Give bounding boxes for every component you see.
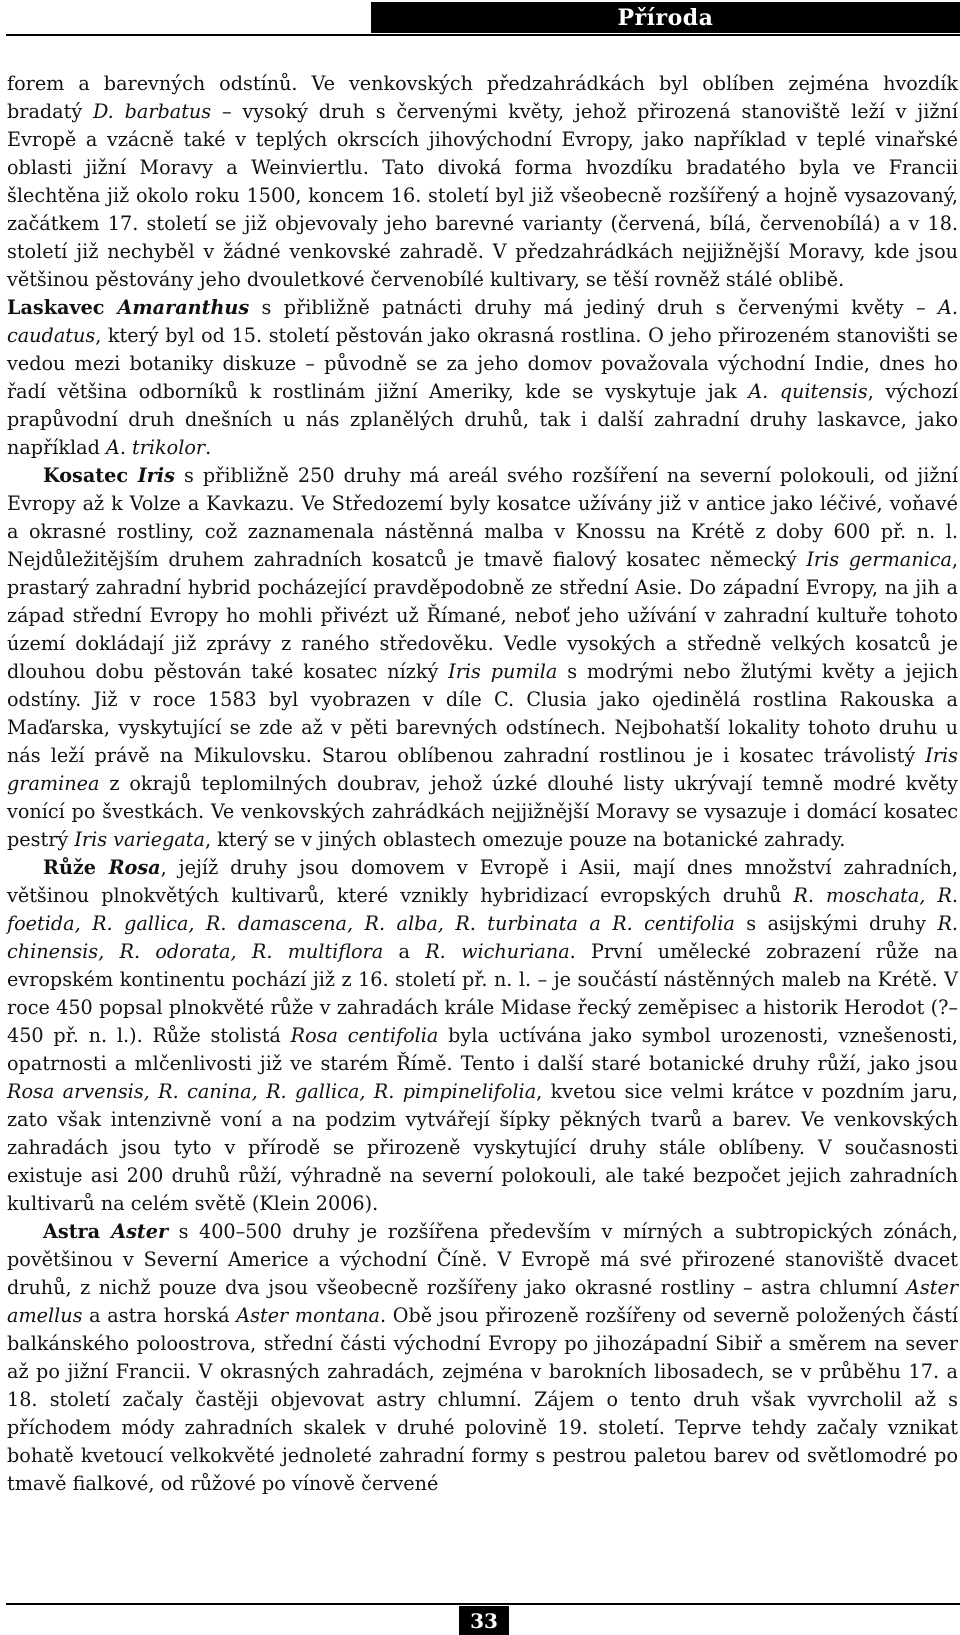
text-segment: s asijskými druhy xyxy=(734,912,938,935)
text-segment: s přibližně patnácti druhy má jediný druh s červenými květy – xyxy=(249,296,939,319)
footer-rule xyxy=(6,1603,960,1605)
text-segment: Aster montana xyxy=(236,1304,380,1327)
header-rule xyxy=(6,34,960,36)
text-segment: R. chinensis, R. odorata, R. multiflora xyxy=(7,912,958,963)
text-segment: . Obě jsou přirozeně rozšířeny od severně položených částí balkánského poloostrova, střední části východní Evropy po jihozápadní Sibiř a směrem na sever až po jižní Francii. V okrasných zahradách, zejména v barokních libosadech, se v průběhu 17. a 18. století začaly častěji objevovat astry chlumní. Zájem o tento druh však vyvrcholil až s příchodem módy zahradních skalek v druhé polovině 19. století. Teprve tehdy začaly vznikat bohatě kvetoucí velkokvěté jednoleté zahradní formy s pestrou paletou barev od světlomodré po tmavě fialkové, od růžové po vínově červené xyxy=(7,1304,958,1495)
text-segment: Aster amellus xyxy=(7,1276,958,1327)
text-segment: A. caudatus xyxy=(7,296,958,347)
text-segment: . xyxy=(205,436,212,459)
paragraph-hvozdik xyxy=(7,70,958,294)
text-segment: Rosa centifolia xyxy=(290,1024,439,1047)
text-segment: Aster xyxy=(111,1220,169,1243)
text-segment: Iris graminea xyxy=(7,744,958,795)
page-number-box xyxy=(459,1606,509,1635)
text-segment: – vysoký druh s červenými květy, jehož přirozená stanoviště leží v jižní Evropě a vzácně také v teplých okrscích jihovýchodní Evropy, jako například v teplé vinařské oblasti jižní Moravy a Weinviertlu. Tato divoká forma hvozdíku bradatého byla ve Francii šlechtěna již okolo roku 1500, koncem 16. století byl již všeobecně rozšířený a hojně vysazovaný, začátkem 17. století se již objevovaly jeho barevné varianty (červená, bílá, červenobílá) a v 18. století již nechyběl v žádné venkovské zahradě. V předzahrádkách nejjižnější Moravy, kde jsou většinou pěstovány jeho dvouletkové červenobílé kultivary, se těší rovněž stálé oblibě. xyxy=(7,100,958,291)
paragraph-kosatec xyxy=(7,462,958,854)
text-segment: a xyxy=(383,940,426,963)
text-segment: R. wichuriana xyxy=(425,940,570,963)
paragraph-ruze xyxy=(7,854,958,1218)
text-segment: , prastarý zahradní hybrid pocházející pravděpodobně ze střední Asie. Do západní Evropy, na jih a západ střední Evropy ho mohli přivézt už Římané, neboť jeho užívání v zahradní kultuře tohoto území dokládají již zprávy z raného středověku. Vedle vysokých a středně velkých kosatců je dlouhou dobu pěstován také kosatec nízký xyxy=(7,548,958,683)
section-header xyxy=(371,2,960,33)
text-segment: . První umělecké zobrazení růže na evropském kontinentu pochází již z 16. století př. n. l. – je součástí nástěnných maleb na Krétě. V roce 450 popsal plnokvěté růže v zahradách krále Midase řecký zeměpisec a historik Herodot (?–450 př. n. l.). Růže stolistá xyxy=(7,940,959,1047)
text-segment: s 400–500 druhy je rozšířena především v mírných a subtropických zónách, povětšinou v Severní Americe a východní Číně. V Evropě má své přirozené stanoviště dvacet druhů, z nichž pouze dva jsou všeobecně rozšířeny jako okrasné rostliny – astra chlumní xyxy=(7,1220,958,1299)
text-segment: a astra horská xyxy=(82,1304,237,1327)
text-segment: , který byl od 15. století pěstován jako okrasná rostlina. O jeho přirozeném stanovišti se vedou mezi botaniky diskuze – původně se za jeho domov považovala východní Indie, dnes ho řadí většina odborníků k rostlinám jižní Ameriky, kde se vyskytuje jak xyxy=(7,324,958,403)
text-segment: forem a barevných odstínů. Ve venkovských předzahrádkách byl oblíben zejména hvozdík bradatý xyxy=(7,72,958,123)
text-segment: Iris pumila xyxy=(448,660,558,683)
page-number: 33 xyxy=(470,1608,498,1633)
text-segment: A. quitensis xyxy=(748,380,868,403)
paragraph-laskavec xyxy=(7,294,958,462)
text-segment: , výchozí prapůvodní druh dnešních u nás zplanělých druhů, tak i další zahradní druhy laskavce, jako například xyxy=(7,380,958,459)
section-title: Příroda xyxy=(617,4,714,31)
text-segment: s přibližně 250 druhy má areál svého rozšíření na severní polokouli, od jižní Evropy až k Volze a Kavkazu. Ve Středozemí byly kosatce užívány již v antice jako léčivé, voňavé a okrasné rostliny, což zaznamenala nástěnná malba v Knossu na Krétě z doby 600 př. n. l. Nejdůležitějším druhem zahradních kosatců je tmavě fialový kosatec německý xyxy=(7,464,958,571)
text-segment: , jejíž druhy jsou domovem v Evropě i Asii, mají dnes množství zahradních, většinou plnokvětých kultivarů, které vznikly hybridizací evropských druhů xyxy=(7,856,958,907)
text-segment: Rosa xyxy=(108,856,161,879)
text-segment: , který se v jiných oblastech omezuje pouze na botanické zahrady. xyxy=(204,828,846,851)
text-segment: s modrými nebo žlutými květy a jejich odstíny. Již v roce 1583 byl vyobrazen v díle C. Clusia jako ojedinělá rostlina Rakouska a Maďarska, vyskytující se zde až v pěti barevných odstínech. Nejbohatší lokality tohoto druhu u nás leží právě na Mikulovsku. Starou oblíbenou zahradní rostlinou je i kosatec trávolistý xyxy=(7,660,958,767)
text-segment: Růže xyxy=(43,856,109,879)
text-segment: Iris variegata xyxy=(74,828,205,851)
text-segment: Iris germanica xyxy=(806,548,952,571)
text-segment: z okrajů teplomilných doubrav, jehož úzké dlouhé listy ukrývají temně modré květy vonící po švestkách. Ve venkovských zahrádkách nejjižnější Moravy se vysazuje i domácí kosatec pestrý xyxy=(7,772,958,851)
paragraph-astra xyxy=(7,1218,958,1498)
text-segment: Astra xyxy=(43,1220,112,1243)
text-segment: byla uctívána jako symbol urozenosti, vznešenosti, opatrnosti a mlčenlivosti již ve starém Římě. Tento i další staré botanické druhy růží, jako jsou xyxy=(7,1024,958,1075)
text-segment: Iris xyxy=(137,464,175,487)
text-segment: D. barbatus xyxy=(92,100,212,123)
text-segment: Amaranthus xyxy=(117,296,250,319)
text-segment: Laskavec xyxy=(7,296,118,319)
text-segment: , kvetou sice velmi krátce v pozdním jaru, zato však intenzivně voní a na podzim vytvářejí šípky pěkných tvarů a barev. Ve venkovských zahradách jsou tyto v přírodě se přirozeně vyskytující druhy stále oblíbeny. V současnosti existuje asi 200 druhů růží, výhradně na severní polokouli, ale také bezpočet jejich zahradních kultivarů na celém světě (Klein 2006). xyxy=(7,1080,958,1215)
text-segment: Kosatec xyxy=(43,464,138,487)
article-body xyxy=(7,70,958,1498)
text-segment: R. moschata, R. foetida, R. gallica, R. damascena, R. alba, R. turbinata a R. centifolia xyxy=(7,884,958,935)
text-segment: A. trikolor xyxy=(105,436,206,459)
text-segment: Rosa arvensis, R. canina, R. gallica, R. pimpinelifolia xyxy=(7,1080,537,1103)
